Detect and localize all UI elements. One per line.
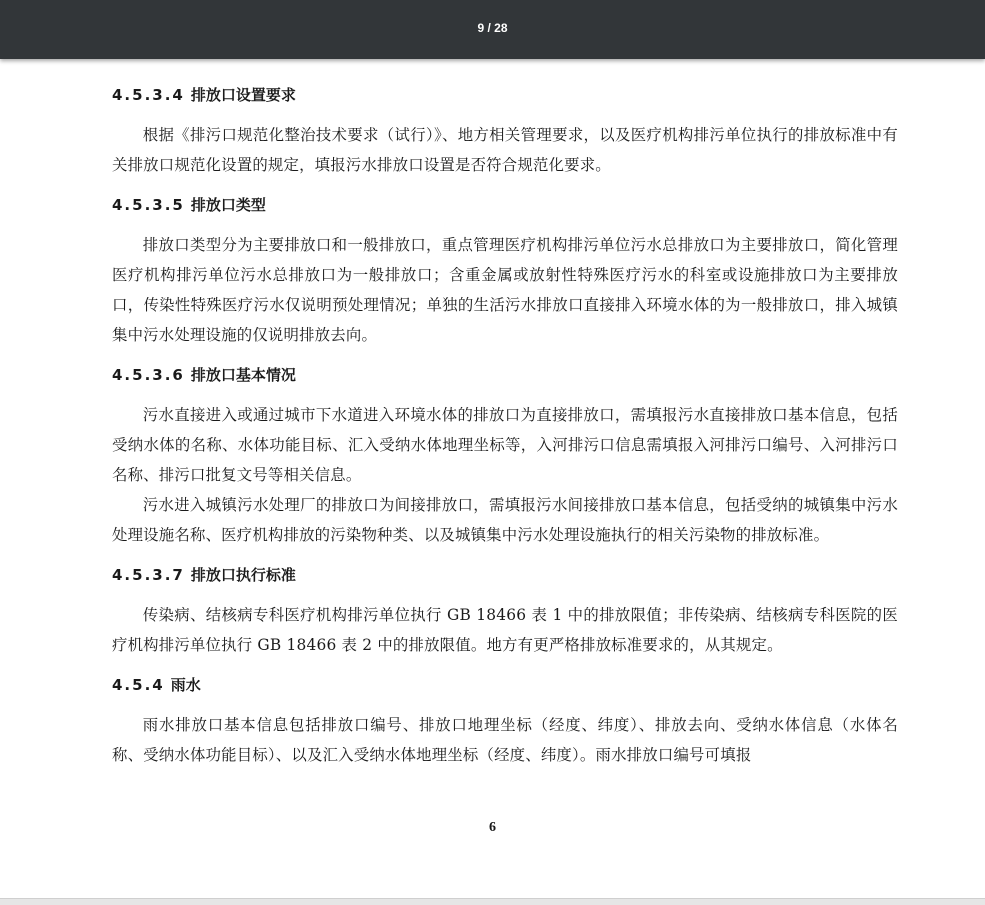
- section-number: 4.5.3.5: [112, 196, 185, 214]
- document-page-content: [112, 78, 898, 770]
- paragraph: 传染病、结核病专科医疗机构排污单位执行 GB 18466 表 1 中的排放限值；非传染病、结核病专科医院的医疗机构排污单位执行 GB 18466 表 2 中的排放限值。地方有更严格排放标准要求的，从其规定。: [112, 606, 898, 654]
- page-indicator: 9 / 28: [477, 21, 508, 35]
- page-number: 6: [489, 820, 496, 835]
- section-title: 排放口类型: [190, 196, 266, 214]
- section-number: 4.5.3.7: [112, 566, 185, 584]
- section-title: 排放口执行标准: [190, 566, 296, 584]
- section-heading: [112, 560, 898, 590]
- section-number: 4.5.3.6: [112, 366, 185, 384]
- paragraph: 污水进入城镇污水处理厂的排放口为间接排放口，需填报污水间接排放口基本信息，包括受纳的城镇集中污水处理设施名称、医疗机构排放的污染物种类、以及城镇集中污水处理设施执行的相关污染物的排放标准。: [112, 496, 898, 544]
- paragraph: 雨水排放口基本信息包括排放口编号、排放口地理坐标（经度、纬度）、排放去向、受纳水体信息（水体名称、受纳水体功能目标）、以及汇入受纳水体地理坐标（经度、纬度）。雨水排放口编号可填报: [112, 716, 898, 764]
- viewer-toolbar: [0, 0, 985, 59]
- section-heading: [112, 80, 898, 110]
- section-heading: [112, 670, 898, 700]
- section-number: 4.5.3.4: [112, 86, 185, 104]
- section-title: 排放口设置要求: [190, 86, 296, 104]
- section-heading: [112, 360, 898, 390]
- paragraph: 排放口类型分为主要排放口和一般排放口，重点管理医疗机构排污单位污水总排放口为主要排放口，简化管理医疗机构排污单位污水总排放口为一般排放口；含重金属或放射性特殊医疗污水的科室或设施排放口为主要排放口，传染性特殊医疗污水仅说明预处理情况；单独的生活污水排放口直接排入环境水体的为一般排放口，排入城镇集中污水处理设施的仅说明排放去向。: [112, 236, 898, 344]
- section-number: 4.5.4: [112, 676, 165, 694]
- section-title: 雨水: [170, 676, 201, 694]
- paragraph: 污水直接进入或通过城市下水道进入环境水体的排放口为直接排放口，需填报污水直接排放口基本信息，包括受纳水体的名称、水体功能目标、汇入受纳水体地理坐标等，入河排污口信息需填报入河排污口编号、入河排污口名称、排污口批复文号等相关信息。: [112, 406, 898, 484]
- section-title: 排放口基本情况: [190, 366, 296, 384]
- paragraph: 根据《排污口规范化整治技术要求（试行）》、地方相关管理要求，以及医疗机构排污单位执行的排放标准中有关排放口规范化设置的规定，填报污水排放口设置是否符合规范化要求。: [112, 126, 898, 174]
- section-heading: [112, 190, 898, 220]
